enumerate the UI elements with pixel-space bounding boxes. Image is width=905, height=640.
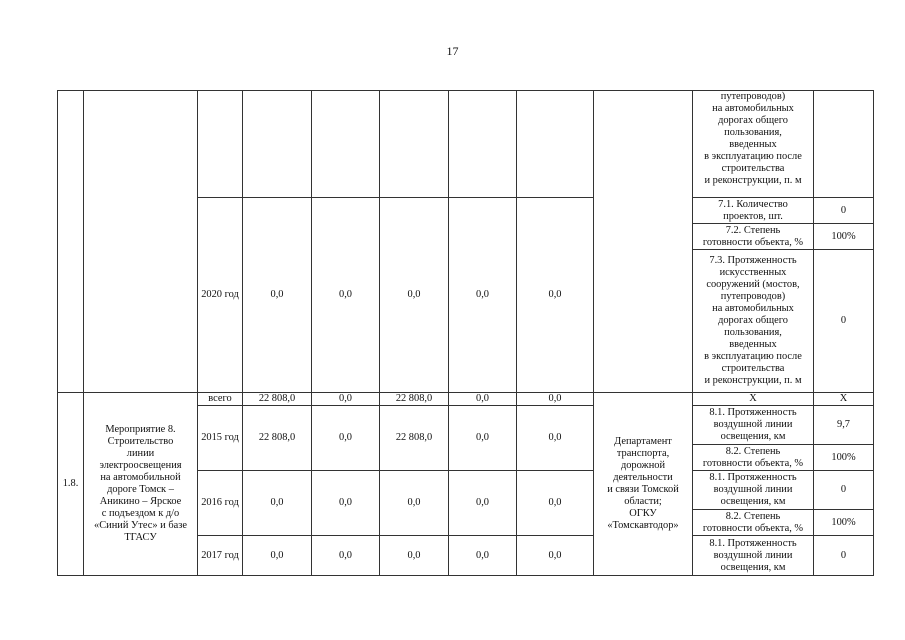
value-cell: 0,0 <box>449 406 517 471</box>
table-row-total <box>58 393 874 406</box>
value-cell <box>517 91 594 198</box>
value-cell: 0,0 <box>517 471 594 536</box>
executor-cell <box>594 91 693 393</box>
activity-name-cell: Мероприятие 8. Строительство линии электроосвещения на автомобильной дороге Томск – Аникино – Ярское с подъездом к д/о «Синий Утес» и базе ТГАСУ <box>84 393 198 576</box>
target-value-cell: 100% <box>814 224 874 250</box>
value-cell: 0,0 <box>312 536 380 576</box>
value-cell: 0,0 <box>380 198 449 393</box>
value-cell: 0,0 <box>312 471 380 536</box>
value-cell: 0,0 <box>243 198 312 393</box>
target-value-cell: 0 <box>814 250 874 393</box>
year-cell: 2015 год <box>198 406 243 471</box>
indicator-cell: 8.1. Протяженность воздушной линии освещения, км <box>693 471 814 510</box>
value-cell <box>312 91 380 198</box>
value-cell: 22 808,0 <box>380 406 449 471</box>
period-cell: всего <box>198 393 243 406</box>
value-cell: 0,0 <box>517 536 594 576</box>
target-value-cell: 0 <box>814 471 874 510</box>
table-row-continuation <box>58 91 874 198</box>
value-cell: 0,0 <box>312 406 380 471</box>
target-value-cell: 100% <box>814 510 874 536</box>
target-value-cell <box>814 91 874 198</box>
indicator-cell: 8.2. Степень готовности объекта, % <box>693 445 814 471</box>
row-number-cell: 1.8. <box>58 393 84 576</box>
target-value-cell: 9,7 <box>814 406 874 445</box>
year-cell: 2020 год <box>198 198 243 393</box>
activity-name-cell <box>84 91 198 393</box>
value-cell: 0,0 <box>517 393 594 406</box>
value-cell <box>449 91 517 198</box>
year-cell: 2016 год <box>198 471 243 536</box>
indicator-cell: 8.1. Протяженность воздушной линии освещения, км <box>693 406 814 445</box>
executor-cell: Департамент транспорта, дорожной деятельности и связи Томской области; ОГКУ «Томскавтодор» <box>594 393 693 576</box>
value-cell: 0,0 <box>449 471 517 536</box>
indicator-cell: Х <box>693 393 814 406</box>
value-cell: 22 808,0 <box>380 393 449 406</box>
value-cell: 0,0 <box>380 471 449 536</box>
indicator-cell: 8.2. Степень готовности объекта, % <box>693 510 814 536</box>
indicator-cell: 7.2. Степень готовности объекта, % <box>693 224 814 250</box>
value-cell: 22 808,0 <box>243 406 312 471</box>
value-cell: 0,0 <box>449 393 517 406</box>
target-value-cell: 0 <box>814 536 874 576</box>
indicator-cell: 7.3. Протяженность искусственных сооружений (мостов, путепроводов) на автомобильных дорогах общего пользования, введенных в эксплуатацию после строительства и реконструкции, п. м <box>693 250 814 393</box>
period-cell <box>198 91 243 198</box>
value-cell: 0,0 <box>517 406 594 471</box>
value-cell: 0,0 <box>449 536 517 576</box>
value-cell: 0,0 <box>312 198 380 393</box>
page-number: 17 <box>446 44 459 58</box>
value-cell <box>380 91 449 198</box>
value-cell: 0,0 <box>517 198 594 393</box>
value-cell: 0,0 <box>243 536 312 576</box>
target-value-cell: 0 <box>814 198 874 224</box>
row-number-cell <box>58 91 84 393</box>
value-cell: 0,0 <box>449 198 517 393</box>
target-value-cell: 100% <box>814 445 874 471</box>
indicator-cell: 8.1. Протяженность воздушной линии освещения, км <box>693 536 814 576</box>
value-cell: 0,0 <box>312 393 380 406</box>
indicator-cell: 7.1. Количество проектов, шт. <box>693 198 814 224</box>
target-value-cell: Х <box>814 393 874 406</box>
value-cell: 0,0 <box>243 471 312 536</box>
value-cell <box>243 91 312 198</box>
indicator-cell: путепроводов) на автомобильных дорогах общего пользования, введенных в эксплуатацию после строительства и реконструкции, п. м <box>693 91 814 198</box>
year-cell: 2017 год <box>198 536 243 576</box>
value-cell: 0,0 <box>380 536 449 576</box>
program-activities-table <box>57 90 874 576</box>
value-cell: 22 808,0 <box>243 393 312 406</box>
